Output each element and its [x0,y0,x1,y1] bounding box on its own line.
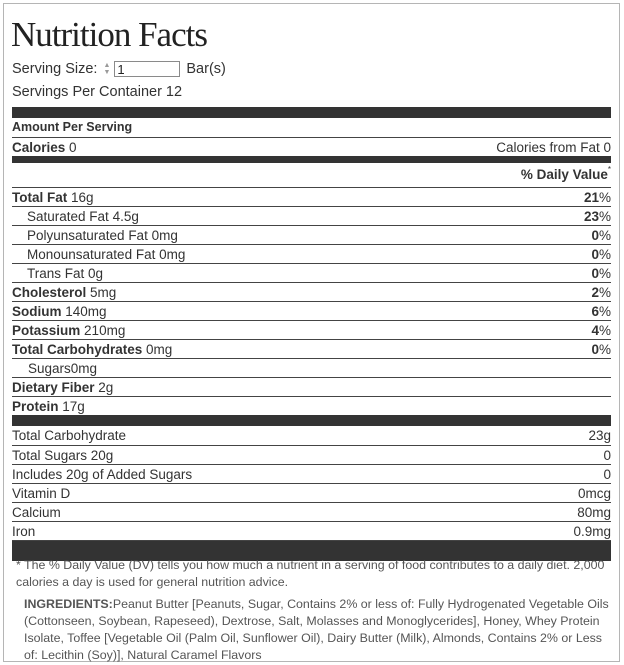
nutrient-label [12,283,116,302]
nutrient-dv-number: 0 [591,341,599,357]
percent-sign: % [598,303,611,319]
nutrient-amount: 5mg [90,284,117,300]
servings-per-container: Servings Per Container 12 [12,84,183,100]
ingredients-text [24,596,614,664]
nutrient-label [12,340,172,359]
extra-nutrient-label: Total Sugars 20g [12,447,114,463]
percent-sign: % [598,284,611,300]
nutrient-row [12,187,611,206]
nutrient-name: Trans Fat [27,265,85,281]
nutrient-amount: 4.5g [112,208,139,224]
extra-nutrient-row [12,464,611,483]
extra-nutrient-row [12,483,611,502]
percent-sign: % [598,227,611,243]
extra-nutrient-value: 0.9mg [573,523,611,539]
extra-nutrient-row [12,502,611,521]
extra-nutrient-row [12,521,611,540]
calories-value: 0 [69,139,77,155]
daily-value-marker: * [607,165,611,174]
stepper-up-icon[interactable]: ▲ [103,62,111,69]
nutrient-dv-number: 23 [583,208,599,224]
nutrient-row [12,301,611,320]
nutrient-name: Potassium [12,322,81,338]
fiber-row [12,377,611,396]
nutrient-name: Total Fat [12,189,68,205]
nutrient-daily-value [591,226,611,245]
nutrient-name: Polyunsaturated Fat [27,227,148,243]
nutrient-dv-number: 6 [591,303,599,319]
extra-nutrient-label: Total Carbohydrate [12,428,127,443]
nutrient-row [12,244,611,263]
nutrient-name: Monounsaturated Fat [27,246,156,262]
nutrient-amount: 0mg [151,227,178,243]
extra-nutrient-value: 0mcg [577,485,611,501]
nutrient-amount: 210mg [84,322,126,338]
divider-thick-2 [12,415,611,426]
nutrient-label [12,302,107,321]
nutrient-daily-value [591,321,611,340]
extra-nutrient-label: Calcium [12,504,61,520]
ingredients-list: Peanut Butter [Peanuts, Sugar, Contains 2% or less of: Fully Hydrogenated Vegetable Oils (Cottonseen, Soybean, Rapeseed), Dextrose, Salt, Molasses and Monoglycerides], Honey, Whey Protein Isolate, Toffee [Vegetable Oil (Palm Oil, Sunflower Oil), Dairy Butter (Milk), Almonds, Contains 2% or Less of: Lecithin (Soy)], Natural Caramel Flavors [24,597,609,662]
nutrient-daily-value [591,302,611,321]
nutrient-daily-value [591,245,611,264]
nutrient-amount: 0mg [159,246,186,262]
serving-size-row [12,57,611,81]
nutrient-name: Total Carbohydrates [12,341,143,357]
nutrient-label [12,188,94,207]
calories-from-fat: Calories from Fat 0 [496,139,611,155]
nutrient-daily-value [591,283,611,302]
serving-size-input[interactable] [114,61,180,77]
extra-nutrient-list [12,426,611,540]
serving-unit: Bar(s) [186,61,226,77]
calories-row [12,137,611,156]
nutrient-row [12,282,611,301]
percent-sign: % [598,189,611,205]
protein-label: Protein [12,398,59,414]
percent-sign: % [598,322,611,338]
nutrient-row [12,206,611,225]
nutrient-daily-value [591,340,611,359]
nutrient-amount: 140mg [65,303,107,319]
daily-value-header-label: % Daily Value [520,167,608,182]
extra-nutrient-row [12,426,611,445]
extra-nutrient-label: Iron [12,523,36,539]
nutrient-list [12,187,611,358]
nutrient-label [27,207,139,226]
extra-nutrient-label: Vitamin D [12,485,71,501]
serving-size-label: Serving Size: [12,61,98,77]
nutrient-label [27,226,178,245]
extra-nutrient-value: 0 [603,466,611,482]
nutrient-row [12,320,611,339]
nutrient-dv-number: 4 [591,322,599,338]
nutrient-daily-value [584,207,611,226]
daily-value-footnote: * The % Daily Value (DV) tells you how much a nutrient in a serving of food contributes to a daily diet. 2,000 calories a day is used for general nutrition advice. [16,558,605,589]
percent-sign: % [598,246,611,262]
extra-nutrient-value: 23g [588,428,611,443]
percent-sign: % [598,341,611,357]
nutrient-name: Cholesterol [12,284,87,300]
stepper-down-icon[interactable]: ▼ [103,69,111,76]
protein-value: 17g [62,398,85,414]
nutrient-row [12,263,611,282]
fiber-value: 2g [98,379,114,395]
percent-sign: % [598,208,611,224]
nutrient-amount: 0g [88,265,104,281]
nutrient-daily-value [584,188,611,207]
nutrient-row [12,339,611,358]
nutrient-dv-number: 0 [591,265,599,281]
nutrient-amount: 0mg [146,341,173,357]
page-title: Nutrition Facts [11,15,207,54]
nutrient-dv-number: 21 [583,189,599,205]
nutrient-daily-value [591,264,611,283]
daily-value-header [12,163,611,187]
nutrient-label [12,321,125,340]
fiber-label: Dietary Fiber [12,379,95,395]
nutrition-facts-panel [3,3,620,662]
protein-row [12,396,611,415]
sugars-row: Sugars0mg [12,358,611,377]
nutrient-name: Saturated Fat [27,208,109,224]
calories-label: Calories [12,139,66,155]
divider-thick [12,107,611,118]
nutrient-amount: 16g [71,189,94,205]
extra-nutrient-value: 80mg [577,504,611,520]
extra-nutrient-value: 0 [603,447,611,463]
nutrient-dv-number: 2 [591,284,599,300]
nutrient-row [12,225,611,244]
quantity-stepper[interactable] [103,62,110,76]
ingredients-label: INGREDIENTS: [24,597,113,611]
nutrient-label [27,264,103,283]
extra-nutrient-label: Includes 20g of Added Sugars [12,466,193,482]
extra-nutrient-row [12,445,611,464]
nutrient-dv-number: 0 [591,227,599,243]
nutrient-dv-number: 0 [591,246,599,262]
amount-per-serving: Amount Per Serving [12,120,133,134]
nutrient-label [27,245,185,264]
nutrient-name: Sodium [12,303,62,319]
percent-sign: % [598,265,611,281]
nutrition-label [12,4,611,561]
divider-medium [12,156,611,163]
